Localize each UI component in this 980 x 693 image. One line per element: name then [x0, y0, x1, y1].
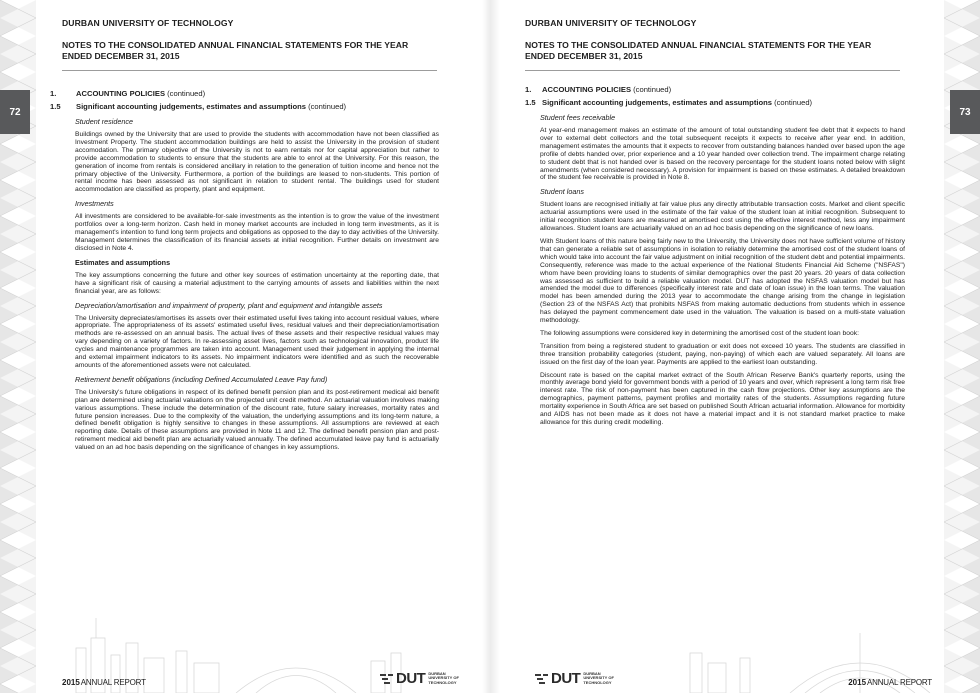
logo-line-3: TECHNOLOGY: [583, 679, 612, 685]
report-label: ANNUAL REPORT: [80, 678, 146, 687]
logo-line-2: UNIVERSITY OF: [428, 675, 459, 681]
paragraph: The following assumptions were considered key in determining the amortised cost of the student loan book:: [540, 329, 859, 337]
header-rule: [525, 70, 900, 71]
paragraph: The University's future obligations in respect of its defined benefit pension plan and its post-retirement medical aid benefit plan are determined using actuarial valuations on the projected unit credit method. An actuarial valuation involves making various assumptions. These include the determination of the discount rate, future salary increases, mortality rates and future pension increases. Due to the complexity of the valuation, the underlying assumptions and its long-term nature, a defined benefit obligation is highly sensitive to changes in these assumptions. All assumptions are reviewed at each reporting date. Details of these assumptions are provided in Note 11 and 12. The defined benefit pension plan and post-retirement medical aid benefit plan are actuarially valued annually. The defined accumulated leave pay fund is actuarially valued on an ad hoc basis depending on the significance of changes in key assumptions.: [75, 388, 439, 452]
right-page: [490, 0, 980, 693]
subsection-heading: [50, 102, 439, 112]
heading-depreciation: Depreciation/amortisation and impairment of property, plant and equipment and intangible assets: [75, 300, 383, 310]
heading-student-residence: Student residence: [75, 117, 133, 126]
annual-report-footer: [62, 678, 146, 687]
report-year: 2015: [848, 678, 867, 687]
page-number-tab: [0, 90, 30, 134]
title-line-2: ENDED DECEMBER 31, 2015: [525, 51, 643, 61]
paragraph: The University depreciates/amortises its assets over their estimated useful lives taking into account residual values, where appropriate. The appropriateness of its assets' estimated useful lives, residual values and their depreciation/amortisation methods are re-assessed on an annual basis. The actual lives of these assets and their respective residual values may vary depending on a variety of factors. In re-assessing asset lives, factors such as technological innovation, product life cycles and maintenance programmes are taken into account. Management used their judgement in applying the internal and external impairment indicators to its assets. No impairment indicators were identified and as such the recoverable amounts of the aforementioned assets were not calculated.: [75, 314, 439, 369]
logo-line-2: UNIVERSITY OF: [583, 675, 614, 681]
document-title: [525, 40, 905, 62]
section-suffix: (continued): [167, 89, 206, 98]
subsection-heading: [525, 98, 905, 108]
paragraph: Buildings owned by the University that are used to provide the students with accommodation have not been classified as Investment Property. The student accommodation buildings are held to assist the University in the provision of student accomodation. The primary objective of the University is not to earn rentals nor for capital appreciation but rather to provide accommodation to students to ensure that the students are able to enrol at the University. For this reason, the generation of income from rentals is considered ancillary in relation to the generation of tuition income and hence not the primary objective of the University. Furthermore, a portion of the buildings are leased to non-students. This portion of rental income has been assessed as not significant in relation to student rental. The buildings used for student accommodation are classified as property, plant and equipment.: [75, 131, 439, 194]
logo-line-1: DURBAN: [428, 670, 446, 676]
header-rule: [62, 70, 437, 71]
report-label: ANNUAL REPORT: [867, 678, 932, 687]
heading-student-loans: Student loans: [540, 187, 584, 197]
logo-mark: DUT: [551, 670, 581, 687]
page-number: 72: [9, 106, 21, 118]
section-block: [50, 89, 439, 112]
subsection-title: Significant accounting judgements, estimates and assumptions: [76, 102, 306, 111]
paragraph: Student loans are recognised initially at fair value plus any directly attributable transaction costs. Market and client specific actuarial assumptions were used in the estimate of the fair value of the student loan at initial recognition. Subsequent to initial recognition student loans are measured at amortised cost using the effective interest method, less any impairment allowances. Student loans are actuarially valued on an ad hoc basis depending on the significance of new loans.: [540, 201, 905, 233]
right-page-content: [525, 18, 905, 432]
section-number: 1.: [525, 85, 532, 94]
section-title: ACCOUNTING POLICIES: [542, 85, 632, 94]
subsection-number: 1.5: [50, 102, 61, 111]
subsection-title: Significant accounting judgements, estimates and assumptions: [542, 98, 772, 107]
paragraph: At year-end management makes an estimate of the amount of total outstanding student fee debt that it expects to hand over to external debt collectors and the total subsequent receipts it expects to receive after year end. In addition, management estimates the amounts that it expects to recover from outstanding balances handed over based upon the age profile of debts handed over, prior experience and a 10 year handed over collection trend. The impairment charge relating to student debt that is not handed over is based on the recovery percentage for the student loans noted below with slight amendments (when considered necessary). A provision for impairment is based on these estimates. A detailed breakdown of the student fee receivable is provided in Note 8.: [540, 127, 905, 182]
logo-line-3: TECHNOLOGY: [428, 679, 457, 685]
paragraph: All investments are considered to be available-for-sale investments as the intention is to grow the value of the investment portfolios over a long-term horizon. Cash held in money market accounts are included in long term investments, as it is management's intention to fund long term projects and obligations as opposed to the day to day activities of the University. Management determines the classification of its financial assets at initial recognition. Further details on investment are disclosed in Note 4.: [75, 213, 439, 252]
subsection-suffix: (continued): [774, 98, 813, 107]
logo-line-1: DURBAN: [583, 670, 601, 676]
dut-logo: [535, 670, 614, 687]
dut-logo-icon: [535, 673, 549, 685]
paragraph: With Student loans of this nature being fairly new to the University, the University does not have sufficient volume of history that can generate a reliable set of assumptions in isolation to reliably determine the amortised cost of the student loans of which would take into account the fair value adjustment on initial recognition of the student debt and potential impairments. Consequently, reference was made to the actual experience of the National Students Financial Aid Scheme ("NSFAS") whom have been providing loans to students of similar demographics over the past 20 years. 20 years of data collection was assessed as sufficient to build a reliable valuation model. DUT has adopted the NSFAS valuation model but has amended the model due to differences (specifically interest rate and date of loan issue) in the loan terms. The valuation model has been amended during the 2013 year to accommodate the change arising from the change in legislation (Section 23 of the NSFAS Act) that prohibits NSFAS from making automatic deductions from students which in essence has delayed the payment commencement date used in the valuation. The valuation is based on a multi-state valuation methodology.: [540, 237, 905, 325]
heading-student-fees-receivable: Student fees receivable: [540, 113, 616, 122]
section-title: ACCOUNTING POLICIES: [76, 89, 166, 98]
report-year: 2015: [62, 678, 80, 687]
page-number-tab: [950, 90, 980, 134]
section-block: [525, 85, 905, 108]
title-line-1: NOTES TO THE CONSOLIDATED ANNUAL FINANCIAL STATEMENTS FOR THE YEAR: [62, 40, 409, 50]
section-suffix: (continued): [633, 85, 672, 94]
university-name: DURBAN UNIVERSITY OF TECHNOLOGY: [525, 18, 697, 28]
page-number: 73: [959, 106, 971, 118]
section-number: 1.: [50, 89, 57, 98]
paragraph: Transition from being a registered student to graduation or exit does not exceed 10 years. The students are classified in three transition probability categories (student, paying, non-paying) of which each are valued separately. All loans are issued on the first day of the loan year. Payments are applied to the earliest loan outstanding.: [540, 342, 905, 366]
annual-report-footer: [848, 678, 932, 687]
document-title: [62, 40, 439, 62]
dut-logo-icon: [380, 673, 394, 685]
left-body: [75, 117, 439, 452]
subsection-suffix: (continued): [308, 102, 347, 111]
section-heading: [525, 85, 905, 95]
paragraph: The key assumptions concerning the future and other key sources of estimation uncertainty at the reporting date, that have a significant risk of causing a material adjustment to the carrying amounts of assets and liabilities within the next financial year, are as follows:: [75, 271, 439, 295]
left-page-content: [50, 18, 439, 457]
subsection-number: 1.5: [525, 98, 536, 107]
logo-mark: DUT: [396, 670, 426, 687]
logo-subtext: [428, 672, 459, 686]
section-heading: [50, 89, 439, 99]
paragraph: Discount rate is based on the capital market extract of the South African Reserve Bank's quarterly reports, using the monthly average bond yield for government bonds with a period of 10 years and over, which represent a long term risk free interest rate. The risk of non-payment has been captured in the cash flow projections. Other key assumptions are the demographics, payment patterns, payment profiles and mortality rates of the students. Assumptions regarding future mortality experience in South Africa are set based on published South African actuarial information. Allowance for morbidity and AIDS has not been made as it does not have a material impact and it is not standard market practice to make allowance for this during credit modelling.: [540, 371, 905, 426]
university-name: DURBAN UNIVERSITY OF TECHNOLOGY: [62, 18, 234, 28]
heading-estimates-assumptions: Estimates and assumptions: [75, 257, 171, 267]
logo-subtext: [583, 672, 614, 686]
heading-investments: Investments: [75, 199, 114, 209]
title-line-1: NOTES TO THE CONSOLIDATED ANNUAL FINANCIAL STATEMENTS FOR THE YEAR: [525, 40, 872, 50]
dut-logo: [380, 670, 459, 687]
heading-retirement-benefits: Retirement benefit obligations (including Defined Accumulated Leave Pay fund): [75, 374, 328, 384]
right-body: [540, 113, 905, 427]
title-line-2: ENDED DECEMBER 31, 2015: [62, 51, 180, 61]
